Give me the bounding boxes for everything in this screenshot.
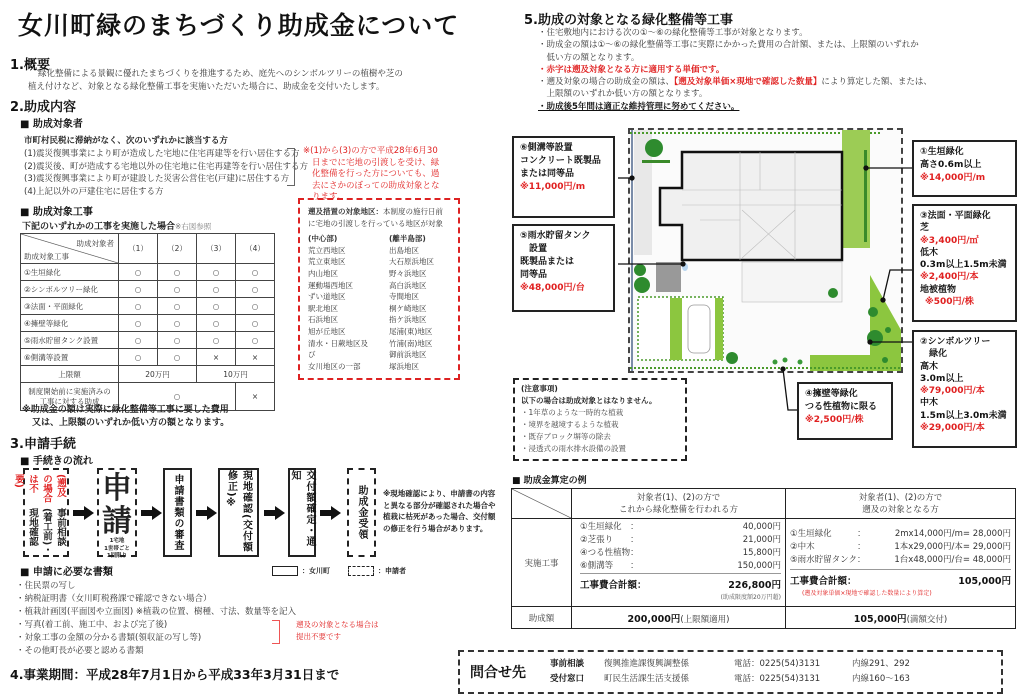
row-label-works: 実施工事 bbox=[512, 519, 572, 607]
calc-item bbox=[580, 521, 781, 534]
callout-line: 低木 bbox=[920, 247, 939, 258]
caution-item: ・1年草のような一時的な植栽 bbox=[521, 408, 624, 417]
col-header: （3） bbox=[197, 234, 236, 264]
calc-corner bbox=[512, 489, 572, 519]
retro-text: により算定した額、または、 bbox=[821, 77, 932, 88]
district: 指ケ浜地区 bbox=[389, 315, 427, 325]
callout-line: 芝 bbox=[920, 223, 930, 234]
item-name: ①生垣緑化 ： bbox=[790, 529, 866, 539]
district: 石浜地区 bbox=[308, 315, 338, 325]
col-header: （4） bbox=[236, 234, 275, 264]
cell: ○ bbox=[197, 332, 236, 349]
grant-note: (上限額適用) bbox=[680, 614, 730, 625]
works-ref: ※右図参照 bbox=[175, 222, 212, 231]
district: 荒立東地区 bbox=[308, 257, 346, 267]
doc-item: ・納税証明書（女川町税務課で確認できない場合） bbox=[16, 594, 212, 604]
amount-note-line: ※助成金の額は実際に緑化整備等工事に要した費用 bbox=[22, 405, 229, 415]
retro-note-line: ※(1)から(3)の方で平成28年6月30 bbox=[303, 146, 438, 156]
cell: ○ bbox=[236, 298, 275, 315]
item-amount: 150,000円 bbox=[737, 561, 781, 571]
district: 塚浜地区 bbox=[389, 361, 419, 371]
cell: ○ bbox=[158, 349, 197, 366]
retro-text: ・遡及対象の場合の助成金の額は、 bbox=[538, 77, 675, 88]
callout-line: コンクリート既製品 bbox=[520, 156, 601, 166]
callout-price: ※11,000円/m bbox=[520, 182, 586, 192]
calc-example-table bbox=[511, 488, 1016, 629]
calc-item bbox=[790, 554, 1011, 570]
calc-item bbox=[790, 541, 1011, 554]
cell: ○ bbox=[236, 281, 275, 298]
cell: 20万円 bbox=[119, 366, 197, 383]
row-label-grant: 助成額 bbox=[512, 607, 572, 629]
district: 高白浜地区 bbox=[389, 280, 427, 290]
contact-tel[interactable]: 電話：0225(54)3131 bbox=[734, 674, 821, 684]
recipients-condition: 市町村民税に滞納がなく、次のいずれかに該当する方 bbox=[24, 136, 228, 146]
callout-price: ※3,400円/㎡ bbox=[920, 235, 979, 246]
cell: ○ bbox=[197, 298, 236, 315]
bullet: ・助成金の額は①～⑥の緑化整備等工事に実際にかかった費用の合計額、または、上限額のいずれか bbox=[538, 40, 919, 51]
row-label: ③法面・平面緑化 bbox=[21, 298, 119, 315]
contact-ext: 内線291、292 bbox=[852, 659, 910, 669]
calc-col-b-header bbox=[786, 489, 1016, 519]
calc-grant-a bbox=[572, 607, 786, 629]
calc-col-a-header bbox=[572, 489, 786, 519]
recipient-item: (4)上記以外の戸建住宅に居住する方 bbox=[24, 186, 164, 197]
caution-lead: 以下の場合は助成対象とはなりません。 bbox=[521, 396, 657, 405]
cell: ○ bbox=[158, 315, 197, 332]
doc-item: ・写真(着工前、施工中、および完了後) bbox=[16, 620, 168, 630]
docs-heading: ■ 申請に必要な書類 bbox=[20, 567, 113, 578]
flow-step-confirm: 交付額確定・通知 bbox=[288, 468, 316, 557]
district: ずい道地区 bbox=[308, 292, 346, 302]
section-1-heading: 1.概要 bbox=[10, 58, 50, 73]
caution-item: ・境界を越境するような植栽 bbox=[521, 420, 619, 429]
callout-title: ③法面・平面緑化 bbox=[920, 211, 991, 221]
corner-bottom: 助成対象工事 bbox=[24, 251, 69, 261]
calc-col-b-works bbox=[786, 519, 1016, 607]
callout-title: ④擁壁等緑化 bbox=[805, 389, 858, 399]
item-amount: 15,800円 bbox=[742, 548, 781, 558]
callout-gutter bbox=[512, 136, 615, 218]
district: 出島地区 bbox=[389, 245, 419, 255]
contact-rows bbox=[550, 657, 910, 687]
contact-dept: 町民生活課生活支援係 bbox=[604, 674, 690, 684]
bullet-red: ・赤字は遡及対象となる方に適用する単価です。 bbox=[538, 64, 725, 75]
docs-note-line: 遡及の対象となる場合は bbox=[296, 620, 379, 629]
cell: ○ bbox=[158, 298, 197, 315]
callout-line: 同等品 bbox=[520, 270, 548, 280]
contact-row bbox=[550, 672, 910, 687]
district: 荒立西地区 bbox=[308, 245, 346, 255]
callout-line: 1.5m以上3.0m未満 bbox=[920, 410, 1007, 421]
district: 運動場西地区 bbox=[308, 280, 353, 290]
callout-price: ※29,000円/本 bbox=[920, 423, 985, 434]
callout-line: 地被植物 bbox=[920, 284, 957, 295]
flow-step-review: 申請書類の審査 bbox=[163, 468, 192, 557]
overview-line-1: 緑化整備による景観に優れたまちづくりを推進するため、庭先へのシンボルツリーの植樹や芝の bbox=[38, 69, 403, 79]
item-amount: 40,000円 bbox=[742, 522, 781, 532]
cell: 10万円 bbox=[197, 366, 275, 383]
apply-sub: 1世帯ごと bbox=[104, 545, 130, 552]
retro-note-line: 去にさかのぼっての助成対象とな bbox=[312, 180, 440, 191]
item-amount: 1台x48,000円/台= 48,000円 bbox=[894, 555, 1011, 565]
district: 桐ケ崎地区 bbox=[389, 303, 427, 313]
cell: ○ bbox=[119, 383, 236, 411]
col-header-line: 対象者(1)、(2)の方で bbox=[858, 492, 943, 503]
cell: ○ bbox=[119, 349, 158, 366]
caution-item: ・既存ブロック塀等の除去 bbox=[521, 432, 611, 441]
calc-total-a bbox=[580, 579, 781, 592]
peninsula-heading: (離半島部) bbox=[389, 234, 426, 244]
bullet: 低い方の額となります。 bbox=[538, 52, 640, 63]
apply-sub: 1回限り bbox=[106, 553, 128, 559]
districts-intro: 本制度の施行日前に宅地の引渡しを行っている地区が対象 bbox=[308, 207, 443, 228]
cell: ○ bbox=[158, 332, 197, 349]
cell: ○ bbox=[236, 264, 275, 281]
row-label: 制度開始前に実施済みの工事に対する助成 bbox=[21, 383, 119, 411]
grant-amount: 105,000円 bbox=[853, 613, 907, 625]
item-name: ⑥側溝等 ： bbox=[580, 561, 639, 571]
callout-line: 中木 bbox=[920, 398, 939, 409]
flow-step-red: (遡及の場合は不要) bbox=[13, 474, 66, 503]
bullet: 上限額のいずれか低い方の額となります。 bbox=[538, 89, 708, 100]
retro-note-line: 日までに宅地の引渡しを受け、緑 bbox=[312, 157, 440, 168]
grant-amount: 200,000円 bbox=[627, 613, 681, 625]
doc-item: ・対象工事の金額の分かる書類(領収証の写し等) bbox=[16, 633, 202, 643]
total-amount: 105,000円 bbox=[958, 576, 1011, 587]
callout-title: ①生垣緑化 bbox=[920, 147, 964, 157]
cell: × bbox=[197, 349, 236, 366]
district: 御前浜地区 bbox=[389, 350, 427, 360]
col-header: （1） bbox=[119, 234, 158, 264]
callout-price: ※48,000円/台 bbox=[520, 283, 585, 293]
callout-price: ※500円/株 bbox=[925, 297, 974, 308]
callout-title: 設置 bbox=[520, 244, 548, 254]
item-name: ②中木 ： bbox=[790, 542, 866, 552]
cell: ○ bbox=[236, 315, 275, 332]
contact-dept: 復興推進課復興調整係 bbox=[604, 659, 690, 669]
cell: ○ bbox=[158, 281, 197, 298]
contact-heading: 問合せ先 bbox=[470, 665, 526, 681]
recipients-heading: ■ 助成対象者 bbox=[20, 119, 83, 130]
callout-hedge bbox=[912, 140, 1017, 197]
calc-heading: ■ 助成金算定の例 bbox=[512, 476, 587, 486]
contact-type: 事前相談 bbox=[550, 659, 585, 669]
callout-title: ⑥側溝等設置 bbox=[520, 143, 573, 153]
item-name: ⑤雨水貯留タンク： bbox=[790, 555, 866, 565]
contact-row bbox=[550, 657, 910, 672]
retro-note-line: ります。 bbox=[312, 192, 346, 202]
district: 竹浦(南)地区 bbox=[389, 338, 433, 348]
col-header: （2） bbox=[158, 234, 197, 264]
row-label: 上限額 bbox=[21, 366, 119, 383]
retro-formula: 【遡及対象単価×現地で確認した数量】 bbox=[674, 77, 822, 88]
row-label: ②シンボルツリー緑化 bbox=[21, 281, 119, 298]
flow-step-text: 事前相談(着工前)・現地確認 bbox=[27, 508, 66, 555]
callout-title: ⑤雨水貯留タンク bbox=[520, 231, 591, 241]
callout-rain-tank bbox=[512, 224, 615, 312]
callout-symbol-tree bbox=[912, 330, 1017, 448]
item-amount: 2mx14,000円/m= 28,000円 bbox=[894, 529, 1011, 539]
apply-sub: 1宅地 bbox=[109, 538, 125, 544]
calc-grant-b bbox=[786, 607, 1016, 629]
callout-line: つる性植物に限る bbox=[805, 402, 878, 412]
total-amount: 226,800円 bbox=[728, 580, 781, 591]
doc-item: ・住民票の写し bbox=[16, 581, 76, 591]
works-heading: ■ 助成対象工事 bbox=[20, 207, 93, 218]
center-heading: (中心部) bbox=[308, 234, 338, 244]
total-label: 工事費合計額： bbox=[580, 580, 647, 591]
district: 尾浦(東)地区 bbox=[389, 326, 433, 336]
callout-price: ※2,400円/本 bbox=[920, 272, 979, 283]
section-3-heading: 3.申請手続 bbox=[10, 437, 76, 452]
callout-lawn bbox=[912, 204, 1017, 322]
row-label: ④擁壁等緑化 bbox=[21, 315, 119, 332]
calc-col-a-works bbox=[572, 519, 786, 607]
legend-dashed-label: ：申請者 bbox=[378, 567, 406, 575]
callout-title: ②シンボルツリー bbox=[920, 337, 991, 347]
callout-line: 高木 bbox=[920, 361, 939, 372]
callout-line: 0.3m以上1.5m未満 bbox=[920, 260, 1007, 271]
col-header-line: 遡及の対象となる方 bbox=[862, 504, 939, 515]
cell: × bbox=[236, 349, 275, 366]
contact-tel[interactable]: 電話：0225(54)3131 bbox=[734, 659, 821, 669]
district: 大石原浜地区 bbox=[389, 257, 434, 267]
row-label: ⑥側溝等設置 bbox=[21, 349, 119, 366]
callout-line: 3.0m以上 bbox=[920, 373, 964, 384]
bullet-maintenance: ・助成後5年間は適正な維持管理に努めてください。 bbox=[538, 101, 740, 112]
total-note: (遡及対象単価×現地で確認した数量により算定) bbox=[802, 590, 932, 597]
callout-price: ※14,000円/m bbox=[920, 173, 986, 183]
calc-item bbox=[580, 547, 781, 560]
flow-note: ※現地確認により、申請書の内容と異なる部分が確認された場合や植栽に枯死があった場合、交付額の修正を行う場合があります。 bbox=[383, 489, 496, 533]
doc-item: ・植栽計画図(平面図や立面図) ※植栽の位置、樹種、寸法、数量等を記入 bbox=[16, 607, 296, 617]
contact-ext: 内線160～163 bbox=[852, 674, 910, 684]
cell: ○ bbox=[197, 264, 236, 281]
grant-note: (満額交付) bbox=[906, 614, 948, 625]
section-5-heading: 5.助成の対象となる緑化整備等工事 bbox=[524, 13, 733, 28]
legend-solid-label: ：女川町 bbox=[302, 567, 330, 575]
callout-line: 既製品または bbox=[520, 257, 575, 267]
cell: ○ bbox=[197, 281, 236, 298]
row-label: ⑤雨水貯留タンク設置 bbox=[21, 332, 119, 349]
calc-item bbox=[580, 534, 781, 547]
districts-intro-bold: 遡及措置の対象地区： bbox=[308, 207, 383, 216]
item-amount: 21,000円 bbox=[742, 535, 781, 545]
works-condition-text: 下記のいずれかの工事を実施した場合 bbox=[22, 222, 176, 232]
col-header-line: 対象者(1)、(2)の方で bbox=[636, 492, 721, 503]
cell: ○ bbox=[119, 315, 158, 332]
col-header-line: これから緑化整備を行われる方 bbox=[618, 504, 738, 515]
cell: ○ bbox=[197, 315, 236, 332]
total-note: (助成限度額20万円超) bbox=[720, 594, 781, 601]
district: 内山地区 bbox=[308, 268, 338, 278]
district: 駅北地区 bbox=[308, 303, 338, 313]
callout-wall bbox=[797, 382, 893, 440]
contact-box bbox=[458, 650, 1003, 694]
cell: ○ bbox=[236, 332, 275, 349]
district: 女川地区の一部 bbox=[308, 361, 361, 371]
caution-item: ・浸透式の雨水排水設備の設置 bbox=[521, 444, 626, 453]
item-name: ④つる性植物： bbox=[580, 548, 639, 558]
callout-title: 緑化 bbox=[920, 349, 948, 360]
apply-big-text: 申請 bbox=[102, 471, 132, 539]
flow-heading: ■ 手続きの流れ bbox=[20, 456, 93, 467]
callout-price: ※79,000円/本 bbox=[920, 386, 985, 397]
district: 寺間地区 bbox=[389, 292, 419, 302]
caution-box bbox=[513, 378, 687, 461]
corner-top: 助成対象者 bbox=[76, 238, 114, 248]
section-4-heading: 4.事業期間：平成28年7月1日から平成33年3月31日まで bbox=[10, 667, 340, 682]
contact-type: 受付窓口 bbox=[550, 674, 585, 684]
caution-heading: (注意事項) bbox=[521, 384, 558, 393]
callout-line: または同等品 bbox=[520, 169, 575, 179]
district: 野々浜地区 bbox=[389, 268, 427, 278]
cell: ○ bbox=[119, 298, 158, 315]
recipient-item: (2)震災後、町が造成する宅地以外の住宅地に住宅再建等を行い居住する方 bbox=[24, 161, 309, 172]
total-label: 工事費合計額： bbox=[790, 576, 857, 587]
cell: ○ bbox=[119, 281, 158, 298]
recipient-item: (3)震災復興事業により町が建設した災害公営住宅(戸建)に居住する方 bbox=[24, 174, 290, 184]
cell: × bbox=[236, 383, 275, 411]
retro-note-line: 化整備を行った方についても、過 bbox=[312, 169, 440, 179]
cell: ○ bbox=[119, 332, 158, 349]
callout-price: ※2,500円/株 bbox=[805, 415, 864, 425]
flow-step-site-check: 現地確認(交付額修正)※ bbox=[218, 468, 259, 557]
item-amount: 1本x29,000円/本= 29,000円 bbox=[894, 542, 1011, 552]
bullet: ・住宅敷地内における次の①～⑥の緑化整備等工事が対象となります。 bbox=[538, 28, 808, 38]
row-label: ①生垣緑化 bbox=[21, 264, 119, 281]
district: 清水・日蕨地区及び bbox=[308, 338, 368, 360]
callout-line: 高さ0.6m以上 bbox=[920, 160, 982, 170]
district: 旭が丘地区 bbox=[308, 326, 346, 336]
page-title: 女川町緑のまちづくり助成金について bbox=[18, 11, 460, 40]
cell: ○ bbox=[158, 264, 197, 281]
calc-item bbox=[790, 528, 1011, 541]
recipient-item: (1)震災復興事業により町が造成した宅地に住宅再建等を行い居住する方 bbox=[24, 149, 300, 159]
calc-total-b bbox=[790, 575, 1011, 588]
amount-note-line: 又は、上限額のいずれか低い方の額となります。 bbox=[32, 418, 230, 428]
section-2-heading: 2.助成内容 bbox=[10, 100, 76, 115]
calc-item bbox=[580, 560, 781, 574]
docs-note-line: 提出不要です bbox=[296, 632, 341, 641]
overview-line-2: 植え付けなど、対象となる緑化整備工事を実施いただいた場合に、助成金を交付いたします。 bbox=[28, 82, 385, 92]
flow-step-receive: 助成金受領 bbox=[347, 468, 376, 557]
item-name: ①生垣緑化 ： bbox=[580, 522, 639, 532]
item-name: ②芝張り ： bbox=[580, 535, 639, 545]
doc-item: ・その他町長が必要と認める書類 bbox=[16, 646, 144, 656]
cell: ○ bbox=[119, 264, 158, 281]
